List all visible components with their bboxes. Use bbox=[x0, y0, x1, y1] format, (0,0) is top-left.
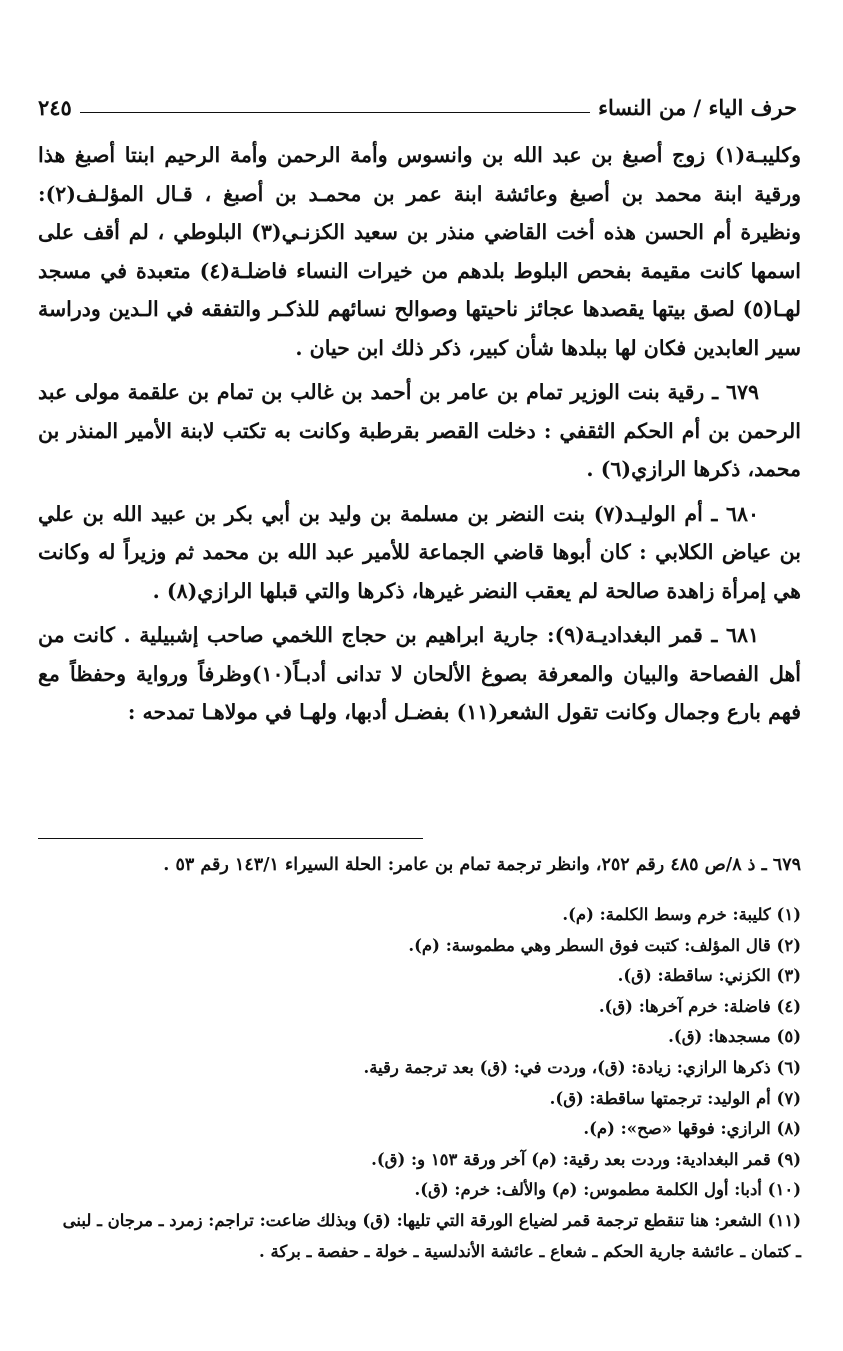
footnote-2: (٢) قال المؤلف: كتبت فوق السطر وهي مطموسة: (م). bbox=[408, 935, 801, 955]
main-text bbox=[38, 136, 801, 732]
entry-680: ٦٨٠ ـ أم الوليـد(٧) بنت النضر بن مسلمة بن وليد بن أبي بكر بن عبيد الله بن علي بن عياض الكلابي : كان أبوها قاضي الجماعة للأمير عبد الله بن محمد ثم وزيراً له وكانت هي إمرأة زاهدة صالحة لم يعقب النضر غيرها، ذكرها والتي قبلها الرازي(٨) . bbox=[38, 501, 801, 603]
footnote-3: (٣) الكزني: ساقطة: (ق). bbox=[617, 966, 801, 986]
footnote-6: (٦) ذكرها الرازي: زيادة: (ق)، وردت في: (ق) بعد ترجمة رقية. bbox=[363, 1057, 801, 1077]
footnote-11: (١١) الشعر: هنا تنقطع ترجمة قمر لضياع الورقة التي تليها: (ق) وبذلك ضاعت: تراجم: زمرد ـ مرجان ـ لبنى bbox=[62, 1210, 801, 1230]
footnote-8: (٨) الرازي: فوقها «صح»: (م). bbox=[583, 1119, 801, 1139]
footnotes-list bbox=[38, 900, 801, 1267]
running-header bbox=[38, 80, 797, 120]
footnote-10: (١٠) أدبا: أول الكلمة مطموس: (م) والألف: خرم: (ق). bbox=[414, 1180, 801, 1200]
source-note: ٦٧٩ ـ ذ ٨/ص ٤٨٥ رقم ٢٥٢، وانظر ترجمة تمام بن عامر: الحلة السيراء ١٤٣/١ رقم ٥٣ . bbox=[163, 855, 801, 875]
entry-681: ٦٨١ ـ قمر البغداديـة(٩): جارية ابراهيم بن حجاج اللخمي صاحب إشبيلية . كانت من أهل الفصاحة والبيان والمعرفة بصوغ الألحان لا تدانى أدبـاً(١٠)وظرفاً ورواية وحفظاً مع فهم بارع وجمال وكانت تقول الشعر(١١) بفضـل أدبها، ولهـا في مولاهـا تمدحه : bbox=[38, 623, 801, 724]
header-rule bbox=[80, 112, 590, 113]
footnote-5: (٥) مسجدها: (ق). bbox=[668, 1027, 801, 1047]
running-header-title: حرف الياء / من النساء bbox=[598, 95, 797, 120]
footnote-1: (١) كليبة: خرم وسط الكلمة: (م). bbox=[562, 905, 801, 924]
intro-paragraph: وكليبـة(١) زوج أصبغ بن عبد الله بن وانسوس وأمة الرحمن وأمة الرحيم ابنتا أصبغ هذا ورقية ابنة محمد بن أصبغ وعائشة ابنة عمر بن محمـد بن أصبغ ، قـال المؤلـف(٢): ونظيرة أم الحسن هذه أخت القاضي منذر بن سعيد الكزنـي(٣) البلوطي ، لم أقف على اسمها كانت مقيمة بفحص البلوط بلدهم من خيرات النساء فاضلـة(٤) متعبدة في مسجد لهـا(٥) لصق بيتها يقصدها عجائز ناحيتها وصوالح نسائهم للذكـر والتفقه في الـدين ودراسة سير العابدين فكان لها ببلدها شأن كبير، ذكر ذلك ابن حيان . bbox=[38, 143, 802, 360]
footnote-11-continuation: ـ كتمان ـ عائشة جارية الحكم ـ شعاع ـ عائشة الأندلسية ـ خولة ـ حفصة ـ بركة . bbox=[259, 1241, 801, 1261]
entry-679: ٦٧٩ ـ رقية بنت الوزير تمام بن عامر بن أحمد بن غالب بن تمام بن علقمة مولى عبد الرحمن بن أم الحكم الثقفي : دخلت القصر بقرطبة وكانت به تكتب لابنة الأمير المنذر بن محمد، ذكرها الرازي(٦) . bbox=[38, 380, 801, 481]
footnote-7: (٧) أم الوليد: ترجمتها ساقطة: (ق). bbox=[549, 1088, 801, 1108]
footnote-divider bbox=[38, 838, 423, 839]
page-number: ٢٤٥ bbox=[38, 95, 72, 120]
footnote-9: (٩) قمر البغدادية: وردت بعد رقية: (م) آخر ورقة ١٥٣ و: (ق). bbox=[371, 1149, 801, 1169]
footnote-4: (٤) فاضلة: خرم آخرها: (ق). bbox=[598, 996, 801, 1016]
